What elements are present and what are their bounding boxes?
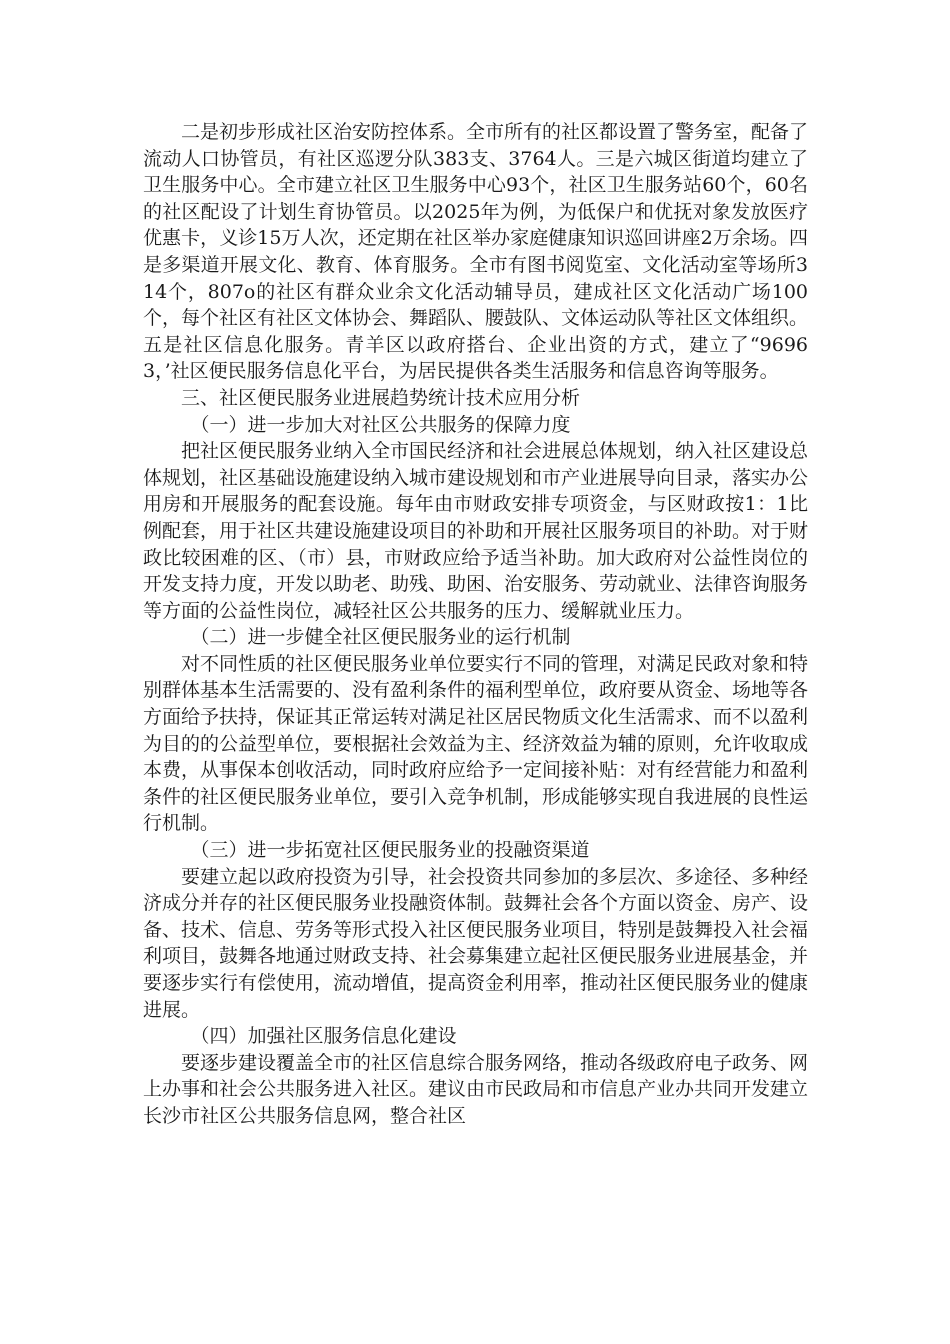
paragraph-operating-mechanism: 对不同性质的社区便民服务业单位要实行不同的管理，对满足民政对象和特别群体基本生活需要的、没有盈利条件的福利型单位，政府要从资金、场地等各方面给予扶持，保证其正常运转对满足社区居民物质文化生活需求、而不以盈利为目的的公益型单位，要根据社会效益为主、经济效益为辅的原则，允许收取成本费，从事保本创收活动，同时政府应给予一定间接补贴：对有经营能力和盈利条件的社区便民服务业单位，要引入竞争机制，形成能够实现自我进展的良性运行机制。: [143, 652, 809, 835]
subheading-4: （四）加强社区服务信息化建设: [190, 1025, 457, 1048]
paragraph-community-services: 二是初步形成社区治安防控体系。全市所有的社区都设置了警务室，配备了流动人口协管员，有社区巡逻分队383支、3764人。三是六城区街道均建立了卫生服务中心。全市建立社区卫生服务中心93个，社区卫生服务站60个，60名的社区配设了计划生育协管员。以2025年为例，为低保户和优抚对象发放医疗优惠卡，义诊15万人次，还定期在社区举办家庭健康知识巡回讲座2万余场。四是多渠道开展文化、教育、体育服务。全市有图书阅览室、文化活动室等场所314个，807o的社区有群众业余文化活动辅导员，建成社区文化活动广场100个，每个社区有社区文体协会、舞蹈队、腰鼓队、文体运动队等社区文体组织。五是社区信息化服务。青羊区以政府搭台、企业出资的方式，建立了“96963，’社区便民服务信息化平台，为居民提供各类生活服务和信息咨询等服务。: [143, 121, 809, 383]
section-heading-3: 三、社区便民服务业进展趋势统计技术应用分析: [181, 386, 581, 409]
paragraph-public-service-support: 把社区便民服务业纳入全市国民经济和社会进展总体规划，纳入社区建设总体规划，社区基础设施建设纳入城市建设规划和市产业进展导向目录，落实办公用房和开展服务的配套设施。每年由市财政安排专项资金，与区财政按1：1比例配套，用于社区共建设施建设项目的补助和开展社区服务项目的补助。对于财政比较困难的区、（市）县，市财政应给予适当补助。加大政府对公益性岗位的开发支持力度，开发以助老、助残、助困、治安服务、劳动就业、法律咨询服务等方面的公益性岗位，减轻社区公共服务的压力、缓解就业压力。: [143, 440, 809, 622]
subheading-1: （一）进一步加大对社区公共服务的保障力度: [190, 413, 571, 436]
paragraph-financing-channels: 要建立起以政府投资为引导，社会投资共同参加的多层次、多途径、多种经济成分并存的社区便民服务业投融资体制。鼓舞社会各个方面以资金、房产、设备、技术、信息、劳务等形式投入社区便民服务业项目，特别是鼓舞投入社会福利项目，鼓舞各地通过财政支持、社会募集建立起社区便民服务业进展基金，并要逐步实行有偿使用，流动增值，提高资金利用率，推动社区便民服务业的健康进展。: [143, 865, 809, 1021]
document-body: [143, 119, 808, 1130]
subheading-3: （三）进一步拓宽社区便民服务业的投融资渠道: [190, 839, 590, 862]
subheading-2: （二）进一步健全社区便民服务业的运行机制: [190, 626, 571, 649]
paragraph-informatization: 要逐步建设覆盖全市的社区信息综合服务网络，推动各级政府电子政务、网上办事和社会公共服务进入社区。建议由市民政局和市信息产业办共同开发建立长沙市社区公共服务信息网，整合社区: [143, 1051, 809, 1127]
